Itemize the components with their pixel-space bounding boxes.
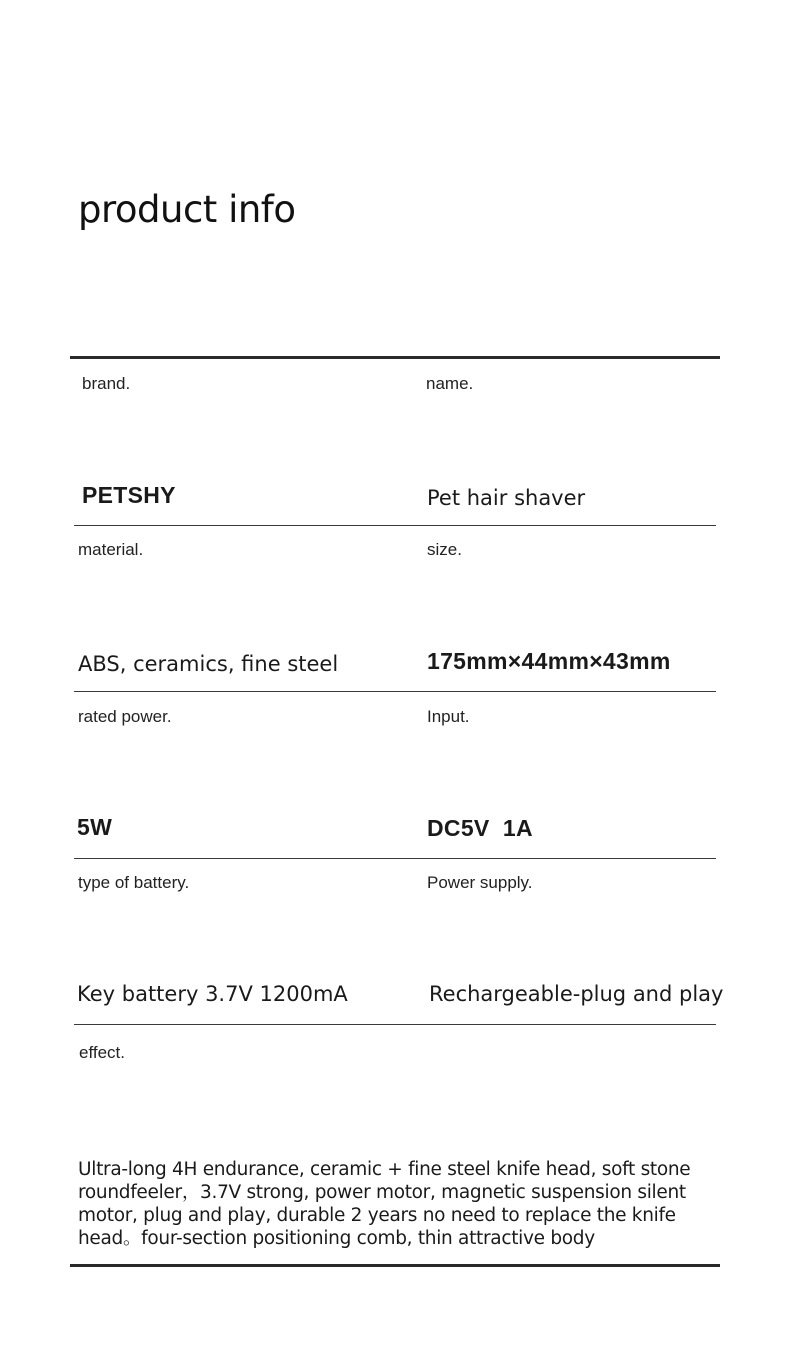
row-divider	[74, 691, 716, 692]
brand-value: PETSHY	[82, 482, 176, 508]
table-top-rule	[70, 356, 720, 359]
row-divider	[74, 1024, 716, 1025]
effect-value: Ultra-long 4H endurance, ceramic + fine steel knife head, soft stone roundfeeler，3.7V strong, power motor, magnetic suspension silent motor, plug and play, durable 2 years no need to replace the knife head。four-section positioning comb, thin attractive body	[78, 1159, 691, 1249]
name-label: name.	[426, 374, 474, 393]
power-supply-value: Rechargeable-plug and play	[429, 982, 724, 1006]
input-label: Input.	[427, 707, 470, 726]
material-label: material.	[78, 540, 144, 559]
size-value: 175mm×44mm×43mm	[427, 648, 671, 674]
table-bottom-rule	[70, 1264, 720, 1267]
battery-type-value: Key battery 3.7V 1200mA	[77, 982, 348, 1006]
page-title: product info	[78, 188, 296, 231]
row-divider	[74, 525, 716, 526]
input-value: DC5V 1A	[427, 815, 533, 841]
battery-type-label: type of battery.	[78, 873, 190, 892]
row-divider	[74, 858, 716, 859]
effect-label: effect.	[79, 1043, 125, 1062]
brand-label: brand.	[82, 374, 131, 393]
material-value: ABS, ceramics, fine steel	[78, 652, 339, 676]
power-supply-label: Power supply.	[427, 873, 533, 892]
rated-power-value: 5W	[77, 814, 113, 840]
rated-power-label: rated power.	[78, 707, 172, 726]
size-label: size.	[427, 540, 462, 559]
name-value: Pet hair shaver	[427, 486, 586, 510]
